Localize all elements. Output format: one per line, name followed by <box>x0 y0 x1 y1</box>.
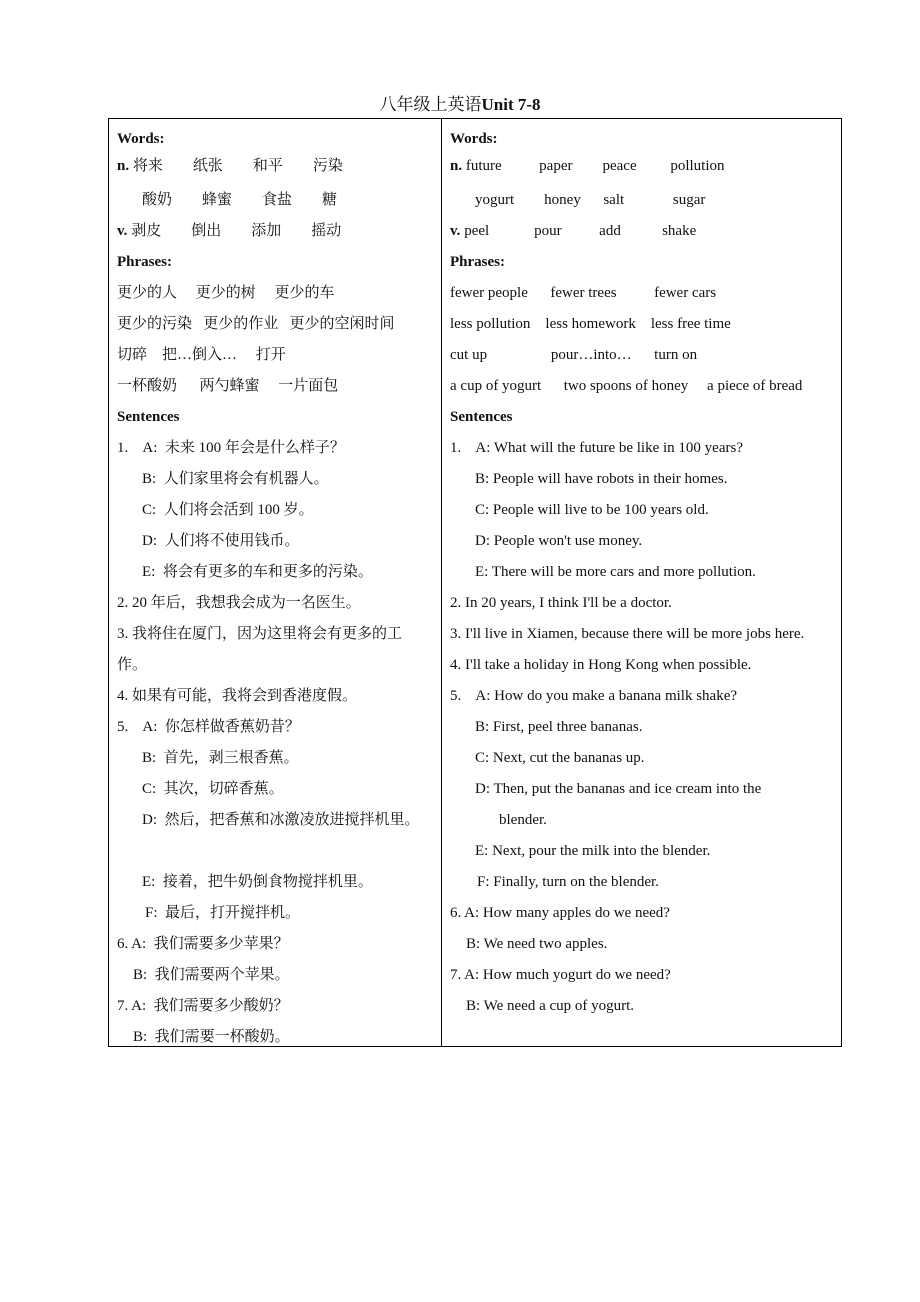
verbs-row <box>117 221 341 241</box>
sentence-line: 5. A: How do you make a banana milk shake? <box>450 688 738 704</box>
nouns-row-1-text: 将来 纸张 和平 污染 <box>132 158 343 174</box>
phrases-heading: Phrases: <box>117 254 172 270</box>
sentence-line: 7. A: How much yogurt do we need? <box>450 967 671 983</box>
nouns-row-2: yogurt honey salt sugar <box>475 192 706 208</box>
sentences-heading: Sentences <box>117 409 180 425</box>
column-divider <box>441 118 442 1047</box>
nouns-row-1 <box>117 156 343 176</box>
sentence-line: B: We need two apples. <box>466 936 608 952</box>
sentence-line: B: 我们需要一杯酸奶。 <box>133 1029 290 1045</box>
sentence-line: D: Then, put the bananas and ice cream into the <box>475 781 762 797</box>
phrase-line: 切碎 把…倒入… 打开 <box>117 347 286 363</box>
noun-tag: n. <box>450 158 463 174</box>
sentence-line: B: First, peel three bananas. <box>475 719 643 735</box>
phrase-line: fewer people fewer trees fewer cars <box>450 285 717 301</box>
nouns-row-2: 酸奶 蜂蜜 食盐 糖 <box>142 192 338 208</box>
sentence-line: F: Finally, turn on the blender. <box>477 874 659 890</box>
title-chinese: 八年级上英语 <box>379 95 482 114</box>
sentence-line: 4. 如果有可能，我将会到香港度假。 <box>117 688 358 704</box>
sentence-line: 作。 <box>117 657 148 673</box>
sentence-line: 6. A: 我们需要多少苹果？ <box>117 936 289 952</box>
sentence-line: C: Next, cut the bananas up. <box>475 750 645 766</box>
verbs-row <box>450 221 696 241</box>
phrases-heading: Phrases: <box>450 254 505 270</box>
nouns-row-1-text: future paper peace pollution <box>465 158 725 174</box>
sentence-line: 5. A: 你怎样做香蕉奶昔？ <box>117 719 300 735</box>
sentence-line: C: 人们将会活到 100 岁。 <box>142 502 314 518</box>
sentence-line: C: People will live to be 100 years old. <box>475 502 709 518</box>
sentence-line: 1. A: What will the future be like in 100 years? <box>450 440 743 456</box>
words-heading: Words: <box>117 131 165 147</box>
sentence-line: D: 然后，把香蕉和冰激凌放进搅拌机里。 <box>142 812 420 828</box>
sentence-line: B: 人们家里将会有机器人。 <box>142 471 329 487</box>
sentence-line: B: 我们需要两个苹果。 <box>133 967 290 983</box>
sentence-line: E: 接着，把牛奶倒食物搅拌机里。 <box>142 874 373 890</box>
verb-tag: v. <box>117 223 128 239</box>
verbs-row-text: peel pour add shake <box>464 223 697 239</box>
sentence-line: E: 将会有更多的车和更多的污染。 <box>142 564 373 580</box>
sentence-line: B: 首先，剥三根香蕉。 <box>142 750 299 766</box>
sentence-line: D: People won't use money. <box>475 533 643 549</box>
phrase-line: cut up pour…into… turn on <box>450 347 698 363</box>
sentence-line: 4. I'll take a holiday in Hong Kong when possible. <box>450 657 752 673</box>
sentence-line: 7. A: 我们需要多少酸奶？ <box>117 998 289 1014</box>
sentence-line: 3. I'll live in Xiamen, because there will be more jobs here. <box>450 626 805 642</box>
sentence-line: 2. In 20 years, I think I'll be a doctor. <box>450 595 672 611</box>
sentence-line: B: We need a cup of yogurt. <box>466 998 635 1014</box>
sentence-line: B: People will have robots in their homes. <box>475 471 728 487</box>
sentence-line: 2. 20 年后，我想我会成为一名医生。 <box>117 595 361 611</box>
sentence-line: E: Next, pour the milk into the blender. <box>475 843 711 859</box>
sentence-line: F: 最后，打开搅拌机。 <box>145 905 301 921</box>
phrase-line: a cup of yogurt two spoons of honey a piece of bread <box>450 378 803 394</box>
sentence-line: blender. <box>499 812 547 828</box>
sentence-line: E: There will be more cars and more pollution. <box>475 564 756 580</box>
page-title <box>0 94 920 116</box>
sentences-heading: Sentences <box>450 409 513 425</box>
sentence-line: 6. A: How many apples do we need? <box>450 905 670 921</box>
phrase-line: 更少的污染 更少的作业 更少的空闲时间 <box>117 316 395 332</box>
noun-tag: n. <box>117 158 130 174</box>
verb-tag: v. <box>450 223 461 239</box>
sentence-line: C: 其次，切碎香蕉。 <box>142 781 284 797</box>
phrase-line: 更少的人 更少的树 更少的车 <box>117 285 335 301</box>
phrase-line: less pollution less homework less free time <box>450 316 731 332</box>
words-heading: Words: <box>450 131 498 147</box>
phrase-line: 一杯酸奶 两勺蜂蜜 一片面包 <box>117 378 339 394</box>
nouns-row-1 <box>450 156 725 176</box>
sentence-line: D: 人们将不使用钱币。 <box>142 533 300 549</box>
sentence-line: 1. A: 未来 100 年会是什么样子？ <box>117 440 345 456</box>
verbs-row-text: 剥皮 倒出 添加 摇动 <box>131 223 342 239</box>
sentence-line: 3. 我将住在厦门，因为这里将会有更多的工 <box>117 626 403 642</box>
title-unit: Unit 7-8 <box>481 95 541 114</box>
